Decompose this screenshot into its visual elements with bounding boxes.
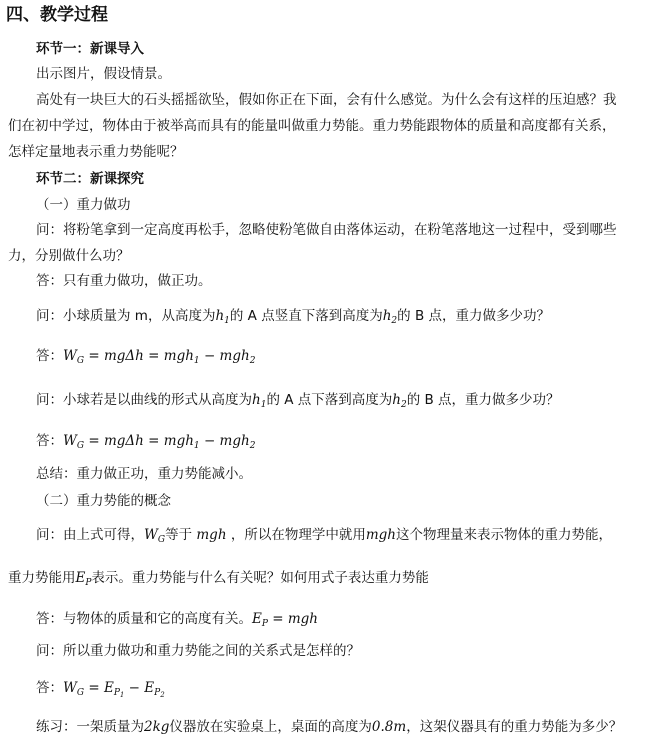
segment-1-heading: 环节一：新课导入	[36, 41, 144, 57]
answer-5: 答：$W_G = E_{P_1} - E_{P_2}$	[36, 680, 165, 699]
question-2: 问：小球质量为 m，从高度为$h_1$的 A 点竖直下落到高度为$h_2$的 B 点，重力做多少功？	[36, 308, 550, 326]
section-title: 四、教学过程	[6, 5, 108, 25]
subsection-potential-energy: （二）重力势能的概念	[36, 493, 171, 509]
height-value: 0.8m	[371, 719, 407, 735]
question-4-line-1: 问：由上式可得，$W_G$等于 mgh ，所以在物理学中就用mgh这个物理量来表示物体的重力势能，	[36, 527, 612, 545]
intro-line: 出示图片，假设情景。	[36, 66, 171, 82]
summary: 总结：重力做正功，重力势能减小。	[36, 466, 252, 482]
practice-exercise: 练习：一架质量为2kg仪器放在实验桌上，桌面的高度为0.8m，这架仪器具有的重力势能为多少？	[36, 719, 623, 735]
question-5: 问：所以重力做功和重力势能之间的关系式是怎样的？	[36, 643, 360, 659]
intro-paragraph-line-2: 们在初中学过，物体由于被举高而具有的能量叫做重力势能。重力势能跟物体的质量和高度都有关系，	[8, 118, 616, 134]
intro-paragraph-line-3: 怎样定量地表示重力势能呢？	[8, 144, 184, 160]
question-4-line-2: 重力势能用$E_P$表示。重力势能与什么有关呢？如何用式子表达重力势能	[8, 570, 429, 588]
subsection-gravity-work: （一）重力做功	[36, 197, 131, 213]
segment-2-heading: 环节二：新课探究	[36, 171, 144, 187]
mass-value: 2kg	[144, 719, 170, 735]
question-1-line-1: 问：将粉笔拿到一定高度再松手，忽略使粉笔做自由落体运动，在粉笔落地这一过程中，受到哪些	[36, 222, 617, 238]
intro-paragraph-line-1: 高处有一块巨大的石头摇摇欲坠，假如你正在下面，会有什么感觉。为什么会有这样的压迫感？我	[36, 92, 617, 108]
question-1-line-2: 力，分别做什么功？	[8, 248, 130, 264]
answer-4: 答：与物体的质量和它的高度有关。$E_P$ = mgh	[36, 611, 318, 629]
answer-3: 答：$W_G = mg\Delta h = mgh_1 - mgh_2$	[36, 433, 256, 451]
question-3: 问：小球若是以曲线的形式从高度为$h_1$的 A 点下落到高度为$h_2$的 B 点，重力做多少功？	[36, 392, 560, 410]
answer-1: 答：只有重力做功，做正功。	[36, 273, 212, 289]
answer-2: 答：$W_G = mg\Delta h = mgh_1 - mgh_2$	[36, 348, 256, 366]
